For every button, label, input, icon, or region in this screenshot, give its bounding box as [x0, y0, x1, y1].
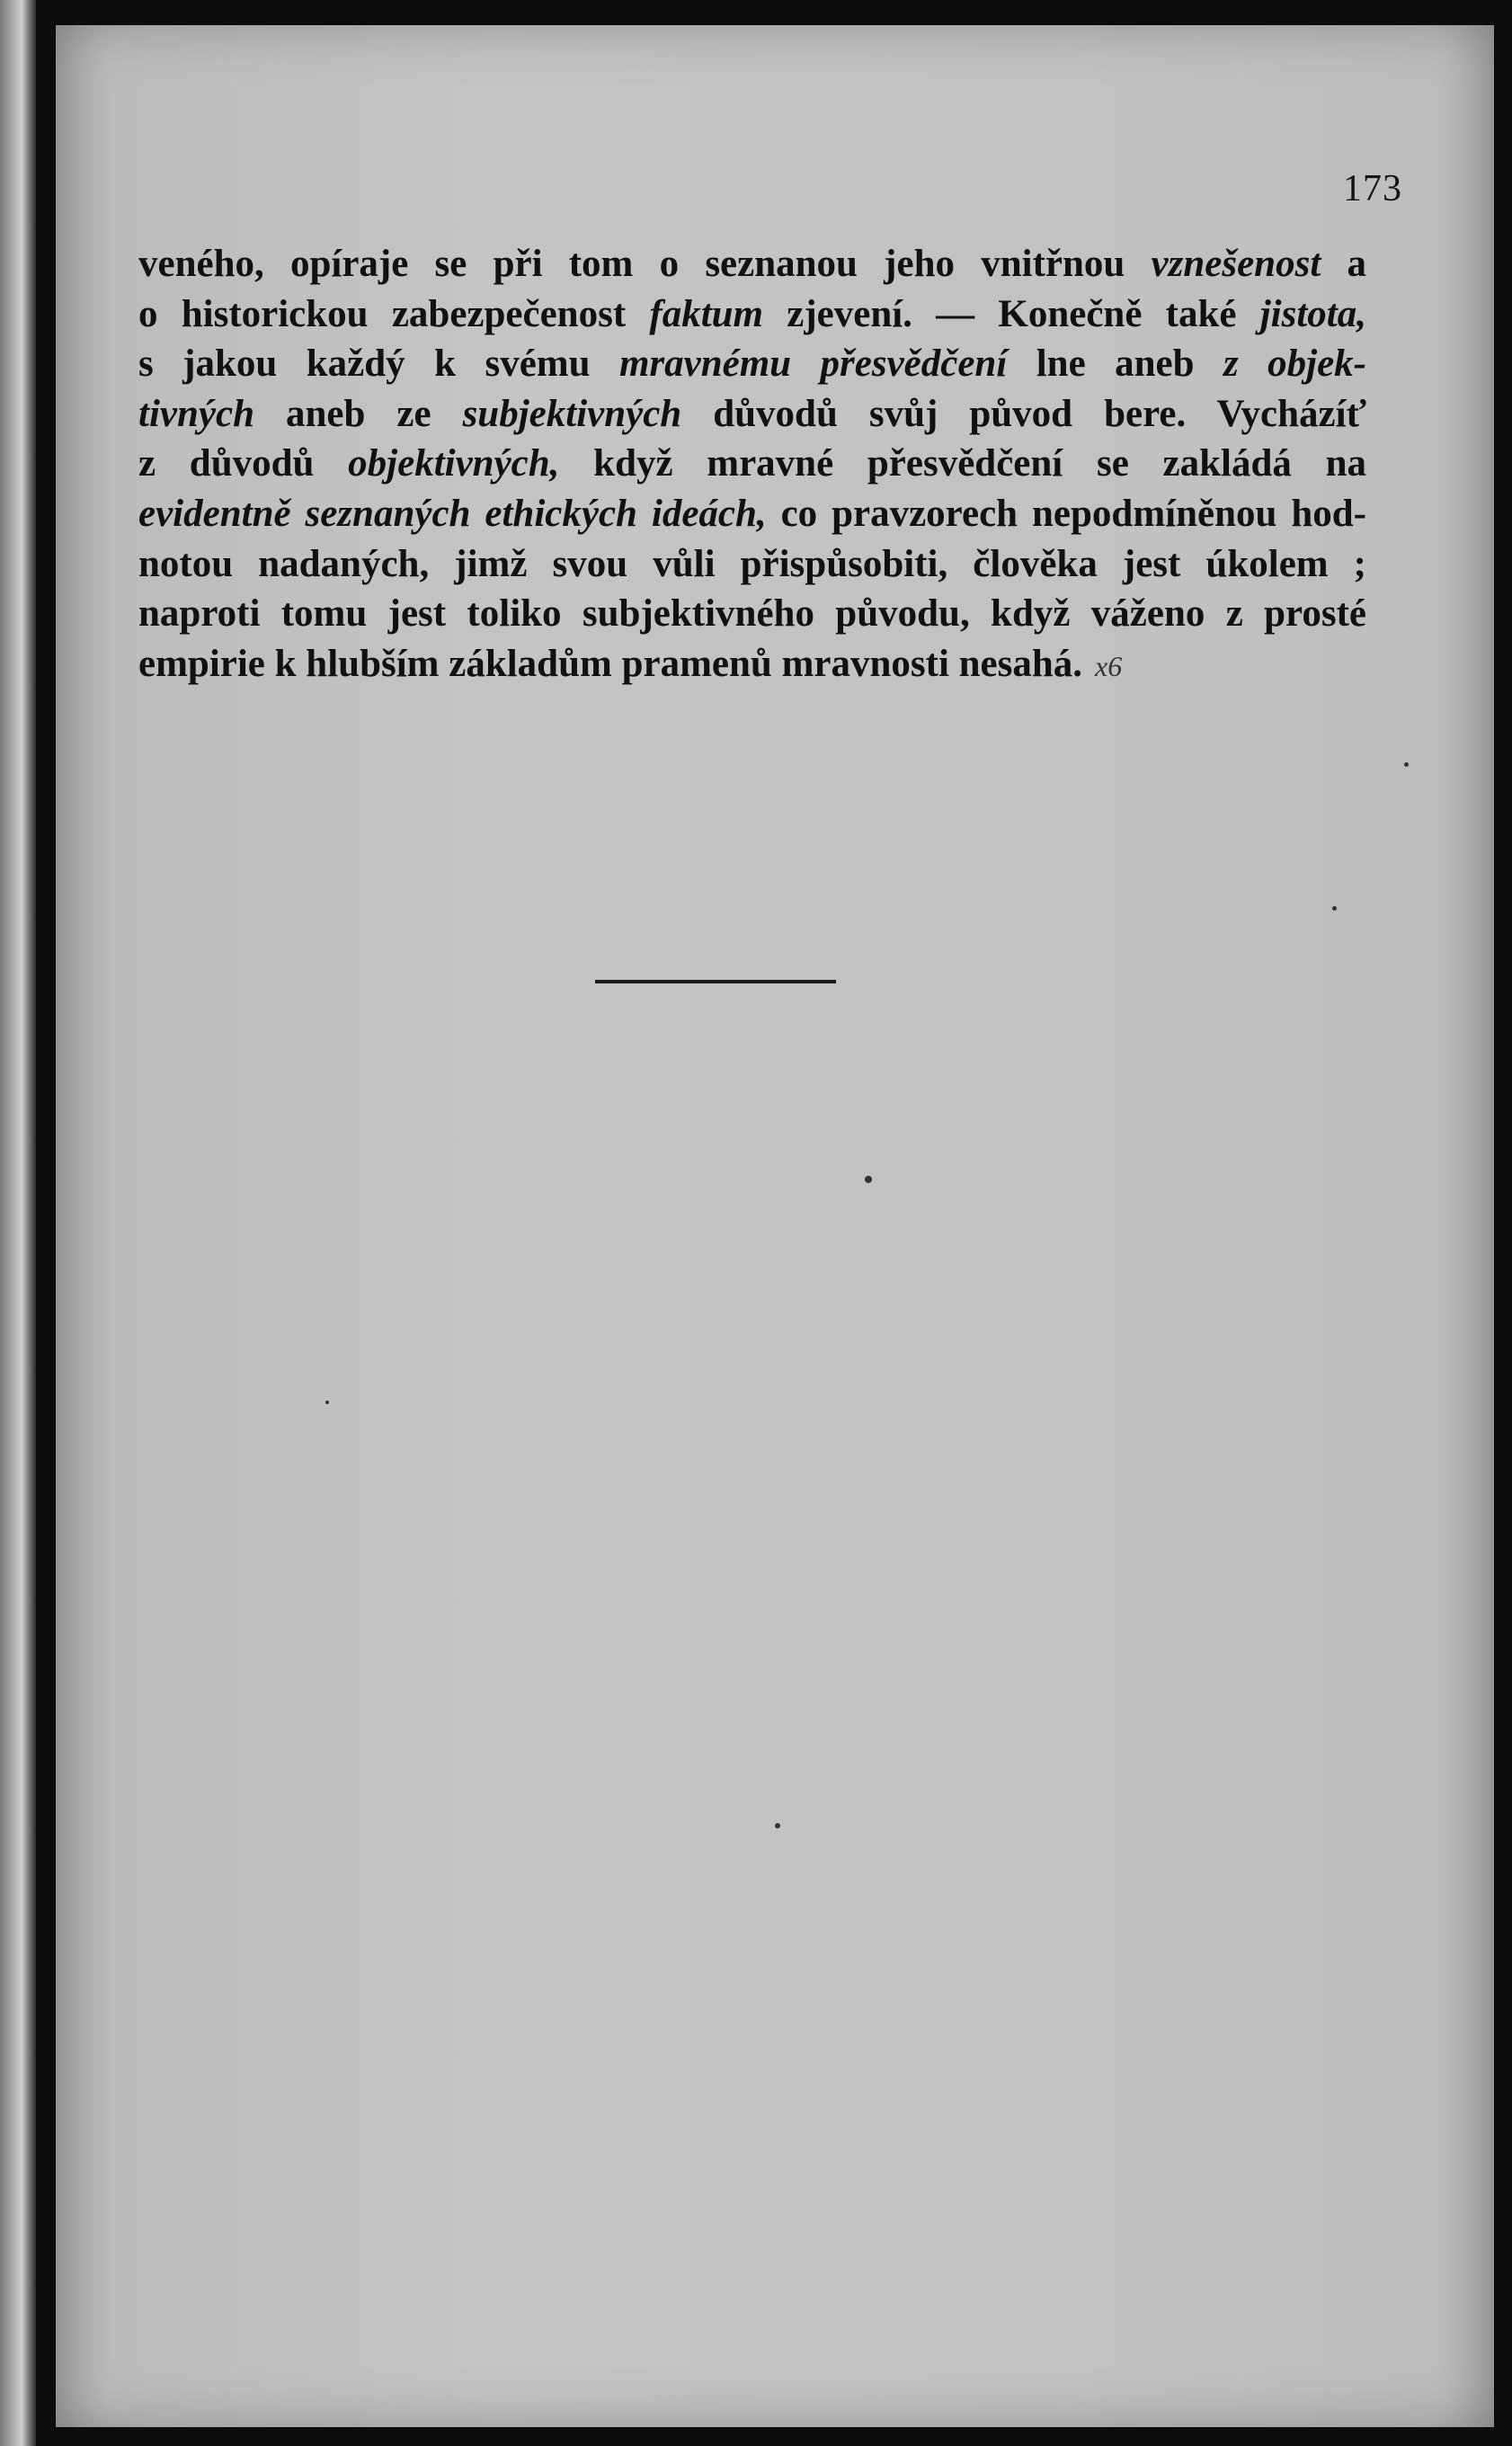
text-run: důvodů svůj původ bere. Vycházíť [681, 392, 1366, 435]
text-line [138, 289, 1366, 340]
text-line [138, 439, 1366, 489]
text-run: empirie k hlubším základům pramenů mravnosti nesahá. [138, 642, 1083, 685]
text-line [138, 639, 1366, 692]
scan-speck [865, 1176, 872, 1183]
text-run: aneb ze [253, 392, 463, 435]
text-run: z důvodů [138, 442, 349, 485]
text-run: s jakou každý k svému [138, 342, 619, 386]
italic-run: tivných [138, 392, 254, 435]
text-run: veného, opíraje se při tom o seznanou jeho vnitřnou [138, 243, 1152, 285]
handwritten-note: x6 [1095, 649, 1123, 682]
scan-speck [775, 1823, 780, 1828]
italic-run: faktum [649, 292, 764, 335]
italic-run: z objek- [1223, 342, 1366, 386]
text-line [138, 489, 1366, 539]
book-page [56, 25, 1494, 2427]
text-run: lne aneb [1007, 342, 1223, 386]
italic-run: mravnému přesvědčení [618, 342, 1008, 386]
text-run: naproti tomu jest toliko subjektivného původu, když váženo z prosté [138, 592, 1366, 636]
text-line [138, 389, 1366, 440]
italic-run: subjektivných [462, 392, 682, 435]
italic-run: jistota, [1259, 292, 1366, 335]
text-line [138, 589, 1366, 639]
text-run: zjevení. — Konečně také [763, 292, 1260, 335]
text-run: když mravné přesvědčení se zakládá na [559, 442, 1366, 485]
body-paragraph [138, 239, 1366, 691]
page-number: 173 [1343, 168, 1402, 209]
scan-speck [1404, 762, 1409, 767]
text-run: co pravzorech nepodmíněnou hod- [766, 492, 1366, 535]
italic-run: evidentně seznaných ethických ideách, [138, 492, 767, 535]
text-line [138, 339, 1366, 389]
text-run: a [1321, 243, 1366, 285]
text-run: o historickou zabezpečenost [138, 292, 650, 335]
scan-speck [1332, 906, 1337, 911]
italic-run: vznešenost [1151, 243, 1321, 285]
text-run: notou nadaných, jimž svou vůli přispůsobiti, člověka jest úkolem ; [138, 542, 1366, 585]
adjacent-page-edge [0, 0, 36, 2446]
section-separator-rule [595, 980, 836, 983]
italic-run: objektivných, [348, 442, 560, 485]
text-line [138, 239, 1366, 289]
scan-speck [325, 1401, 329, 1404]
text-line [138, 539, 1366, 590]
